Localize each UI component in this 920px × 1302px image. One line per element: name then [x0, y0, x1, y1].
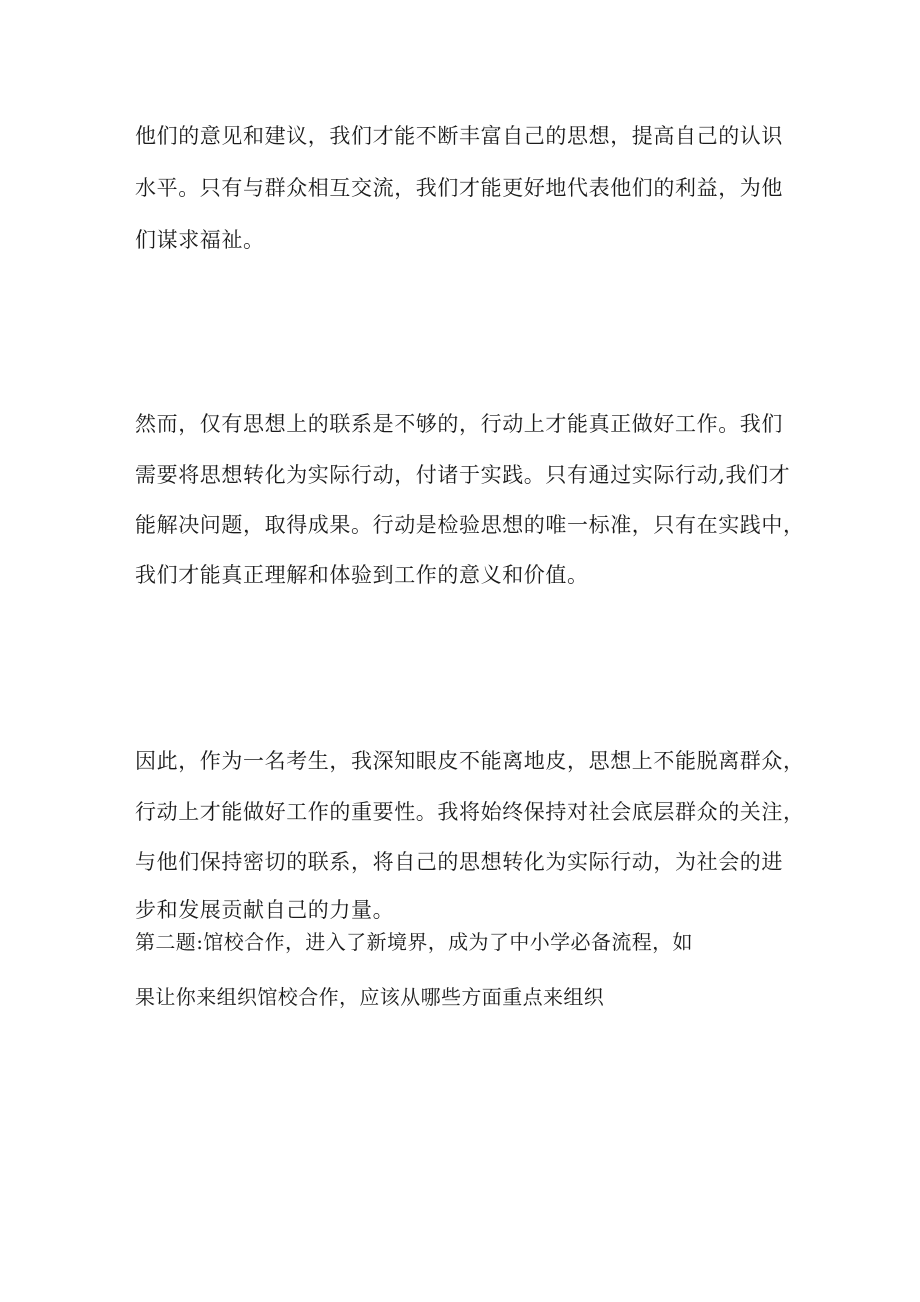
paragraph-3-line-1: 因此，作为一名考生，我深知眼皮不能离地皮，思想上不能脱离群众， [135, 749, 805, 773]
paragraph-3-line-2: 行动上才能做好工作的重要性。我将始终保持对社会底层群众的关注， [135, 800, 805, 824]
paragraph-2-line-3: 能解决问题，取得成果。行动是检验思想的唯一标准，只有在实践中， [135, 513, 805, 537]
paragraph-3-line-3: 与他们保持密切的联系，将自己的思想转化为实际行动，为社会的进 [135, 850, 783, 874]
paragraph-1-line-1: 他们的意见和建议，我们才能不断丰富自己的思想，提高自己的认识 [135, 124, 783, 148]
paragraph-2-line-2: 需要将思想转化为实际行动，付诸于实践。只有通过实际行动,我们才 [135, 463, 791, 487]
paragraph-1-line-2: 水平。只有与群众相互交流，我们才能更好地代表他们的利益，为他 [135, 176, 783, 200]
question-line-2: 果让你来组织馆校合作，应该从哪些方面重点来组织 [135, 985, 605, 1009]
paragraph-3-line-4: 步和发展贡献自己的力量。 [135, 898, 395, 922]
paragraph-2-line-1: 然而，仅有思想上的联系是不够的，行动上才能真正做好工作。我们 [135, 412, 783, 436]
question-line-1: 第二题:馆校合作，进入了新境界，成为了中小学必备流程，如 [135, 930, 693, 954]
paragraph-1-line-3: 们谋求福祉。 [135, 228, 265, 252]
paragraph-2-line-4: 我们才能真正理解和体验到工作的意义和价值。 [135, 563, 589, 587]
